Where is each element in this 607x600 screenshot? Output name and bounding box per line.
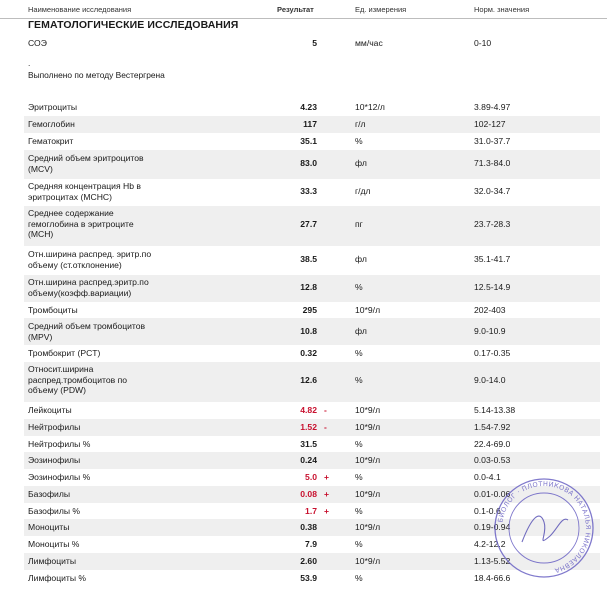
section-title: ГЕМАТОЛОГИЧЕСКИЕ ИССЛЕДОВАНИЯ	[28, 19, 239, 31]
row-name-line: объему (ст.отклонение)	[28, 259, 122, 270]
row-unit: фл	[355, 254, 367, 264]
row-value: 5	[312, 38, 317, 48]
row-unit: 10*9/л	[355, 422, 381, 432]
header-result: Результат	[277, 5, 314, 14]
table-row	[24, 452, 600, 469]
row-ref: 202-403	[474, 305, 506, 315]
soe-note: Выполнено по методу Вестергрена	[28, 70, 165, 80]
row-ref: 5.14-13.38	[474, 405, 516, 415]
row-name-line: Тромбокрит (PCT)	[28, 348, 101, 358]
row-unit: 10*9/л	[355, 305, 381, 315]
table-row	[24, 206, 600, 246]
table-row	[24, 436, 600, 452]
row-name-line: Нейтрофилы %	[28, 439, 91, 449]
row-unit: г/дл	[355, 186, 371, 196]
row-unit: %	[355, 506, 363, 516]
row-name-line: эритроцитах (MCHC)	[28, 191, 112, 202]
row-unit: %	[355, 439, 363, 449]
row-name-line: Отн.ширина распред. эритр.по	[28, 249, 152, 259]
row-name-line: Эритроциты	[28, 102, 78, 112]
row-name-line: Моноциты	[28, 522, 70, 532]
row-name-line: Лейкоциты	[28, 405, 72, 415]
row-unit: фл	[355, 158, 367, 168]
row-name-line: Средний объем эритроцитов	[28, 153, 144, 163]
row-value: 1.52	[300, 422, 317, 432]
row-value: 53.9	[300, 573, 317, 583]
table-row	[24, 246, 600, 275]
row-ref: 9.0-14.0	[474, 375, 506, 385]
row-unit: %	[355, 573, 363, 583]
row-ref: 0.1-0.6	[474, 506, 501, 516]
row-name-line: Базофилы	[28, 489, 71, 499]
row-ref: 22.4-69.0	[474, 439, 511, 449]
row-unit: мм/час	[355, 38, 383, 48]
row-name-line: Средний объем тромбоцитов	[28, 321, 146, 331]
row-ref: 1.54-7.92	[474, 422, 511, 432]
row-value: 35.1	[300, 136, 317, 146]
table-row	[24, 318, 600, 345]
row-name-line: СОЭ	[28, 38, 47, 48]
row-flag: +	[324, 506, 330, 516]
row-unit: %	[355, 136, 363, 146]
row-name-line: Среднее содержание	[28, 208, 114, 218]
row-name-line: распред.тромбоцитов по	[28, 374, 128, 385]
row-ref: 0.17-0.35	[474, 348, 511, 358]
row-unit: фл	[355, 326, 367, 336]
table-row	[24, 402, 600, 419]
row-ref: 31.0-37.7	[474, 136, 511, 146]
row-value: 2.60	[300, 556, 317, 566]
row-name-line: Базофилы %	[28, 506, 81, 516]
stamp-text: БИОЛОГ · ПЛОТНИКОВА НАТАЛЬЯ НИКОЛАЕВНА	[496, 479, 593, 575]
row-ref: 35.1-41.7	[474, 254, 511, 264]
row-value: 12.6	[300, 375, 317, 385]
row-ref: 0.19-0.94	[474, 522, 511, 532]
row-ref: 0-10	[474, 38, 492, 48]
row-ref: 1.13-5.52	[474, 556, 511, 566]
row-value: 12.8	[300, 282, 317, 292]
row-value: 27.7	[300, 219, 317, 229]
row-name-line: (MPV)	[28, 331, 53, 342]
header-unit: Ед. измерения	[355, 5, 407, 14]
row-name-line: (MCV)	[28, 163, 53, 174]
row-ref: 71.3-84.0	[474, 158, 511, 168]
row-name-line: объему(коэфф.вариации)	[28, 287, 132, 298]
row-value: 5.0	[305, 472, 317, 482]
row-unit: 10*9/л	[355, 455, 381, 465]
row-name-line: Лимфоциты %	[28, 573, 87, 583]
row-ref: 4.2-12.2	[474, 539, 506, 549]
table-row	[24, 133, 600, 150]
row-unit: %	[355, 348, 363, 358]
row-name-line: Гемоглобин	[28, 119, 75, 129]
row-ref: 23.7-28.3	[474, 219, 511, 229]
table-row	[24, 34, 600, 96]
row-unit: %	[355, 472, 363, 482]
row-value: 117	[303, 119, 317, 129]
row-value: 0.08	[300, 489, 317, 499]
row-ref: 0.0-4.1	[474, 472, 501, 482]
row-unit: 10*9/л	[355, 405, 381, 415]
row-ref: 18.4-66.6	[474, 573, 511, 583]
row-name-line: Эозинофилы	[28, 455, 81, 465]
row-unit: %	[355, 539, 363, 549]
row-ref: 9.0-10.9	[474, 326, 506, 336]
row-name-line: Моноциты %	[28, 539, 80, 549]
row-ref: 12.5-14.9	[474, 282, 511, 292]
row-value: 33.3	[300, 186, 317, 196]
row-flag: -	[324, 405, 327, 415]
row-name-line: Тромбоциты	[28, 305, 78, 315]
row-value: 1.7	[305, 506, 317, 516]
row-flag: -	[324, 422, 327, 432]
table-row	[24, 362, 600, 402]
row-value: 83.0	[300, 158, 317, 168]
header-ref: Норм. значения	[474, 5, 530, 14]
row-unit: %	[355, 375, 363, 385]
table-row	[24, 275, 600, 302]
row-ref: 102-127	[474, 119, 506, 129]
row-ref: 3.89-4.97	[474, 102, 511, 112]
row-value: 0.24	[300, 455, 317, 465]
row-ref: 0.03-0.53	[474, 455, 511, 465]
row-flag: +	[324, 489, 330, 499]
row-name-line: Отн.ширина распред.эритр.по	[28, 277, 149, 287]
table-row	[24, 116, 600, 133]
row-unit: 10*9/л	[355, 556, 381, 566]
row-unit: %	[355, 282, 363, 292]
row-ref: 32.0-34.7	[474, 186, 511, 196]
row-unit: пг	[355, 219, 363, 229]
row-value: 0.32	[300, 348, 317, 358]
table-row	[24, 150, 600, 179]
row-unit: 10*9/л	[355, 522, 381, 532]
row-unit: 10*9/л	[355, 489, 381, 499]
table-row	[24, 98, 600, 116]
row-name-line: Эозинофилы %	[28, 472, 91, 482]
row-value: 7.9	[305, 539, 317, 549]
row-name-line: объему (PDW)	[28, 385, 87, 395]
signature-scribble	[522, 516, 568, 542]
row-value: 0.38	[300, 522, 317, 532]
row-name-line: Нейтрофилы	[28, 422, 81, 432]
doctor-stamp	[492, 476, 596, 580]
row-unit: 10*12/л	[355, 102, 385, 112]
soe-note-dot: .	[28, 58, 31, 68]
table-row	[24, 302, 600, 318]
table-header	[0, 0, 607, 19]
table-row	[24, 179, 600, 206]
table-row	[24, 419, 600, 436]
row-name-line: Гематокрит	[28, 136, 74, 146]
row-name-line: Лимфоциты	[28, 556, 77, 566]
row-unit: г/л	[355, 119, 366, 129]
row-value: 10.8	[300, 326, 317, 336]
row-value: 295	[302, 305, 317, 315]
row-value: 4.23	[300, 102, 317, 112]
row-name-line: (MCH)	[28, 229, 54, 239]
row-value: 4.82	[300, 405, 317, 415]
row-name-line: Относит.ширина	[28, 364, 94, 374]
row-value: 31.5	[300, 439, 317, 449]
row-flag: +	[324, 472, 330, 482]
row-value: 38.5	[300, 254, 317, 264]
table-row	[24, 345, 600, 362]
row-name-line: Средняя концентрация Hb в	[28, 181, 141, 191]
row-ref: 0.01-0.06	[474, 489, 511, 499]
row-name-line: гемоглобина в эритроците	[28, 218, 134, 229]
header-name: Наименование исследования	[28, 5, 132, 14]
